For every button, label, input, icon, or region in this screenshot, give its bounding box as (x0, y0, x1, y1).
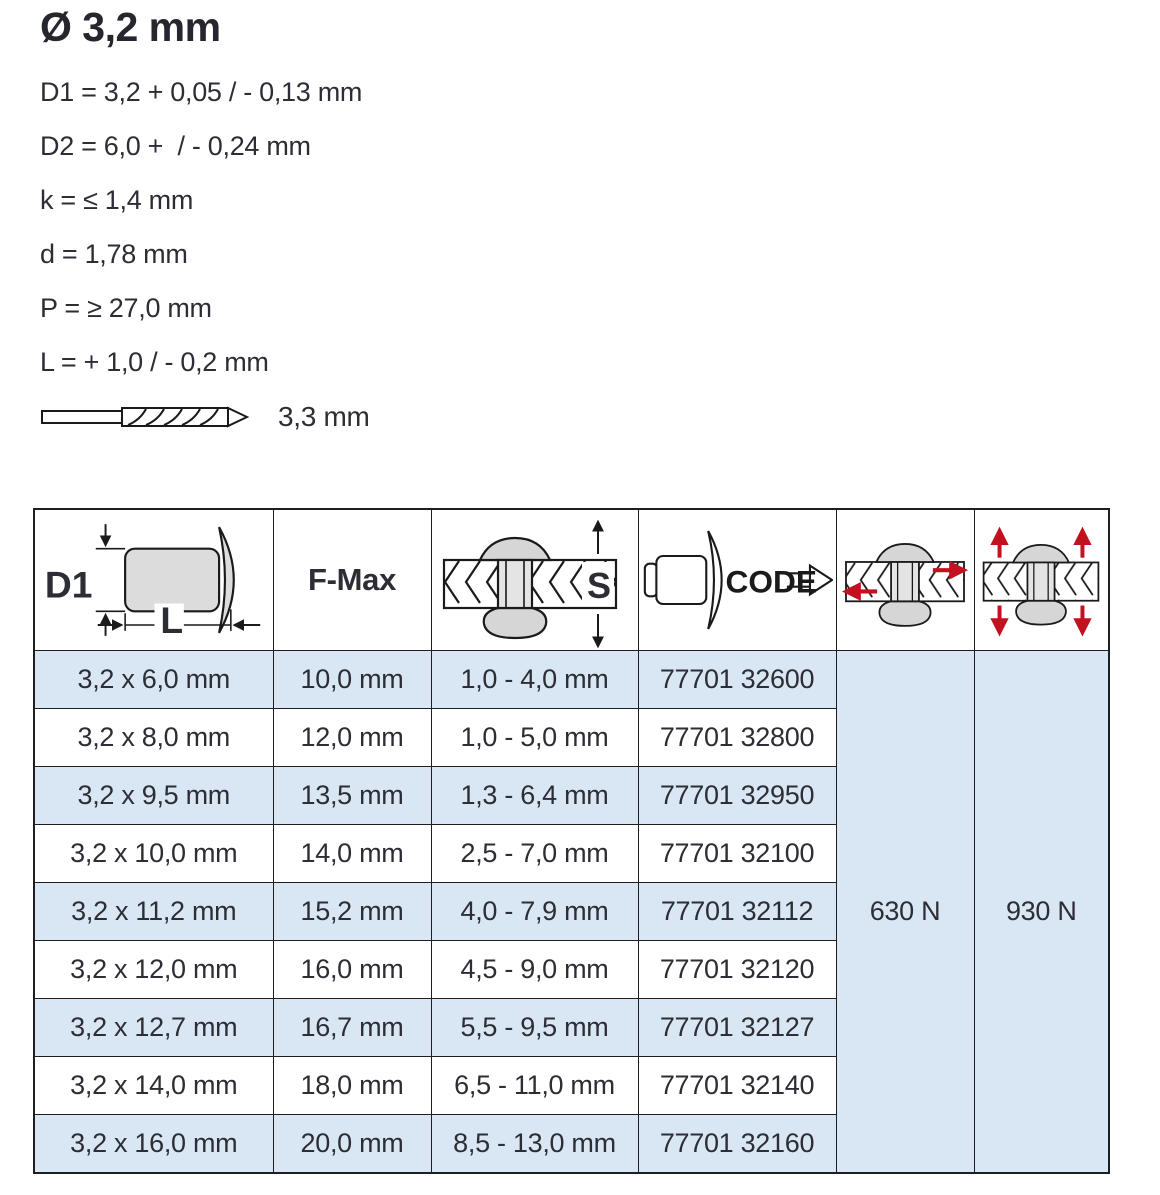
size-cell: 3,2 x 10,0 mm (34, 825, 273, 883)
fmax-cell: 14,0 mm (273, 825, 431, 883)
grip-cell: 2,5 - 7,0 mm (431, 825, 638, 883)
spec-line-d1: D1 = 3,2 + 0,05 / - 0,13 mm (40, 77, 363, 107)
code-cell: 77701 32950 (638, 767, 836, 825)
size-cell: 3,2 x 12,0 mm (34, 941, 273, 999)
spec-header-block (40, 4, 370, 439)
grip-cell: 4,0 - 7,9 mm (431, 883, 638, 941)
code-cell: 77701 32120 (638, 941, 836, 999)
fmax-label: F-Max (307, 562, 397, 597)
header-grip-range (431, 509, 638, 651)
drill-size-row (40, 395, 370, 439)
rivet-grip-section-icon (440, 510, 630, 650)
rivet-tensile-icon (977, 521, 1105, 639)
size-cell: 3,2 x 14,0 mm (34, 1057, 273, 1115)
rivet-code-icon (641, 525, 833, 635)
grip-cell: 4,5 - 9,0 mm (431, 941, 638, 999)
code-cell: 77701 32140 (638, 1057, 836, 1115)
spec-line-l: L = + 1,0 / - 0,2 mm (40, 347, 269, 377)
code-cell: 77701 32600 (638, 651, 836, 709)
header-tensile-strength (974, 509, 1109, 651)
code-label: CODE (725, 563, 817, 600)
spec-list (40, 65, 370, 389)
grip-cell: 1,0 - 5,0 mm (431, 709, 638, 767)
rivet-spec-table (33, 508, 1110, 1174)
grip-cell: 8,5 - 13,0 mm (431, 1115, 638, 1173)
table-row (34, 651, 1109, 709)
code-cell: 77701 32127 (638, 999, 836, 1057)
fmax-cell: 18,0 mm (273, 1057, 431, 1115)
code-cell: 77701 32160 (638, 1115, 836, 1173)
grip-cell: 6,5 - 11,0 mm (431, 1057, 638, 1115)
spec-line-p: P = ≥ 27,0 mm (40, 293, 212, 323)
rivet-shear-icon (839, 521, 971, 639)
size-cell: 3,2 x 6,0 mm (34, 651, 273, 709)
size-cell: 3,2 x 9,5 mm (34, 767, 273, 825)
page-title: Ø 3,2 mm (40, 4, 221, 50)
fmax-cell: 12,0 mm (273, 709, 431, 767)
fmax-cell: 10,0 mm (273, 651, 431, 709)
code-cell: 77701 32800 (638, 709, 836, 767)
d1-dimension-label: D1 (44, 563, 93, 606)
fmax-cell: 15,2 mm (273, 883, 431, 941)
fmax-cell: 16,7 mm (273, 999, 431, 1057)
header-shear-strength (836, 509, 974, 651)
size-cell: 3,2 x 8,0 mm (34, 709, 273, 767)
code-cell: 77701 32100 (638, 825, 836, 883)
code-cell: 77701 32112 (638, 883, 836, 941)
table-header-row (34, 509, 1109, 651)
s-grip-label: S (586, 565, 611, 606)
fmax-cell: 16,0 mm (273, 941, 431, 999)
header-fmax (273, 509, 431, 651)
size-cell: 3,2 x 11,2 mm (34, 883, 273, 941)
header-code (638, 509, 836, 651)
grip-cell: 1,0 - 4,0 mm (431, 651, 638, 709)
grip-cell: 5,5 - 9,5 mm (431, 999, 638, 1057)
fmax-cell: 20,0 mm (273, 1115, 431, 1173)
drill-bit-icon (40, 401, 252, 433)
drill-size-label: 3,3 mm (278, 401, 370, 432)
l-dimension-label: L (160, 598, 183, 639)
spec-line-d: d = 1,78 mm (40, 239, 188, 269)
tensile-strength-value: 930 N (974, 651, 1109, 1173)
header-dimensions (34, 509, 273, 651)
shear-strength-value: 630 N (836, 651, 974, 1173)
spec-line-d2: D2 = 6,0 + / - 0,24 mm (40, 131, 311, 161)
spec-line-k: k = ≤ 1,4 mm (40, 185, 194, 215)
size-cell: 3,2 x 16,0 mm (34, 1115, 273, 1173)
grip-cell: 1,3 - 6,4 mm (431, 767, 638, 825)
size-cell: 3,2 x 12,7 mm (34, 999, 273, 1057)
fmax-cell: 13,5 mm (273, 767, 431, 825)
rivet-dimension-icon (39, 521, 269, 639)
